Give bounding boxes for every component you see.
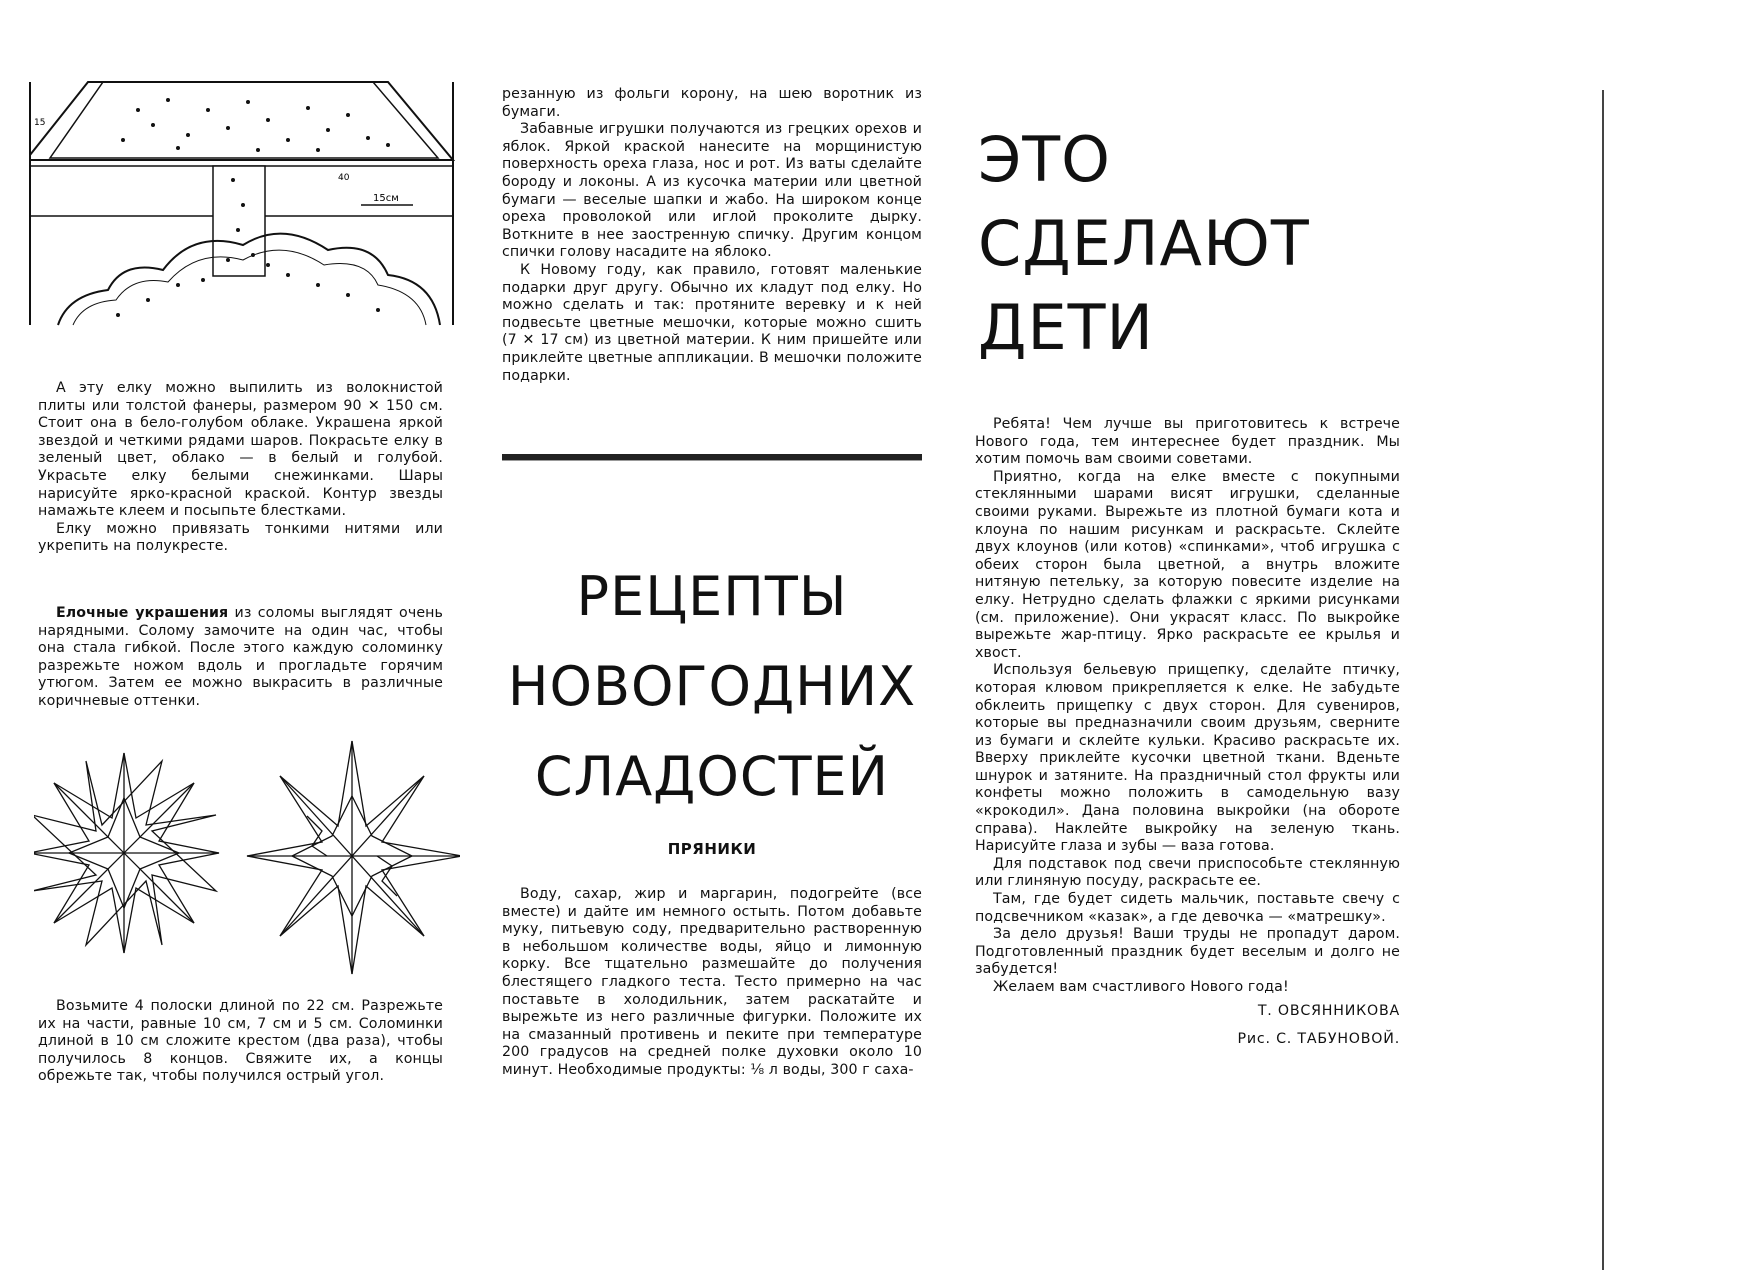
paragraph: За дело друзья! Ваши труды не пропадут даром. Подготовленный праздник будет веселым и долго не забудется! <box>975 926 1400 978</box>
paragraph: Желаем вам счастливого Нового года! <box>993 979 1289 995</box>
children-text <box>975 416 1400 1053</box>
width-label: 40 <box>338 173 350 183</box>
paragraph: Воду, сахар, жир и маргарин, подогрейте (все вместе) и дайте им немного остыть. Потом добавьте муку, питьевую соду, предварительно растворенную в небольшом количестве воды, яйцо и лимонную корку. Все тщательно размешайте до получения блестящего гладкого теста. Тесто примерно на час поставьте в холодильник, затем раскатайте и вырежьте из него различные фигурки. Положите их на смазанный противень и пеките при температуре 200 градусов на средней полке духовки около 10 минут. Необходимые продукты: ⅛ л воды, 300 г саха- <box>502 886 922 1078</box>
paragraph: Возьмите 4 полоски длиной по 22 см. Разрежьте их на части, равные 10 см, 7 см и 5 см. Соломинки длиной в 10 см сложите крестом (два раза), чтобы получилось 8 концов. Свяжите их, а концы обрежьте так, чтобы получился острый угол. <box>38 998 443 1085</box>
paragraph: А эту елку можно выпилить из волокнистой плиты или толстой фанеры, размером 90 ✕ 150 см. Стоит она в бело-голубом облаке. Украшена яркой звездой и четкими рядами шаров. Покрасьте елку в зеленый цвет, облако — в белый и голубой. Украсьте елку белыми снежинками. Шары нарисуйте ярко-красной краской. Контур звезды намажьте клеем и посыпьте блестками. <box>38 380 443 520</box>
straw-title: Елочные украшения <box>56 605 229 621</box>
scale-label: 15см <box>373 193 399 204</box>
paragraph: Забавные игрушки получаются из грецких орехов и яблок. Яркой краской нанесите на морщинистую поверхность ореха глаза, нос и рот. Из ваты сделайте бороду и локоны. А из кусочка материи или цветной бумаги — веселые шапки и жабо. На широком конце ореха проволокой или иглой проколите дырку. Воткните в нее заостренную спичку. Другим концом спички голову насадите на яблоко. <box>502 121 922 261</box>
gingerbread-subhead: ПРЯНИКИ <box>667 840 757 858</box>
paragraph: К Новому году, как правило, готовят маленькие подарки друг другу. Обычно их кладут под елку. Но можно сделать и так: протяните веревку и к ней подвесьте цветные мешочки, которые можно сшить (7 ✕ 17 см) из цветной материи. К ним пришейте или приклейте цветные аппликации. В мешочки положите подарки. <box>502 261 922 384</box>
illustrator-credit: Рис. С. ТАБУНОВОЙ. <box>1237 1030 1400 1047</box>
author-signature: Т. ОВСЯННИКОВА <box>1257 1002 1400 1019</box>
page-edge-line <box>1602 90 1604 1270</box>
straw-star-left <box>34 753 219 953</box>
headline-line: РЕЦЕПТЫ <box>576 565 848 628</box>
headline-line: СЛАДОСТЕЙ <box>534 745 890 808</box>
paragraph: Ребята! Чем лучше вы приготовитесь к встрече Нового года, тем интереснее будет праздник. Мы хотим помочь вам своими советами. <box>975 416 1400 468</box>
star-instructions <box>38 998 443 1086</box>
paragraph: Там, где будет сидеть мальчик, поставьте свечу с подсвечником «казак», а где девочка — «матрешку». <box>975 891 1400 925</box>
paragraph: Используя бельевую прищепку, сделайте птичку, которая клювом прикрепляется к елке. Не забудьте обклеить прищепку с двух сторон. Для сувениров, которые вы предназначили своим друзьям, сверните из бумаги и склейте кульки. Красиво раскрасьте их. Вверху приклейте кусочки цветной ткани. Вденьте шнурок и затяните. На праздничный стол фрукты или конфеты можно положить в самодельную вазу «крокодил». Дана половина выкройки (на обороте справа). Наклейте выкройку на зеленую ткань. Нарисуйте глаза и зубы — ваза готова. <box>975 662 1400 855</box>
headline-line: ДЕТИ <box>978 291 1154 364</box>
recipes-headline <box>502 552 922 822</box>
christmas-tree-diagram <box>28 80 458 330</box>
height-label: 15 <box>34 118 46 128</box>
headline-line: ЭТО <box>978 123 1111 196</box>
straw-stars-illustration <box>34 738 460 976</box>
section-divider <box>502 454 922 461</box>
toys-text <box>502 86 922 385</box>
straw-body: из соломы выглядят очень нарядными. Солому замочите на один час, чтобы она стала гибкой. После этого каждую соломинку разрежьте ножом вдоль и прогладьте горячим утюгом. Затем ее можно выкрасить в различные коричневые оттенки. <box>38 605 443 709</box>
paragraph: Елку можно привязать тонкими нитями или укрепить на полукресте. <box>38 520 443 555</box>
gingerbread-recipe <box>502 886 922 1080</box>
straw-star-right <box>247 741 460 974</box>
straw-decorations-text <box>38 605 443 711</box>
paragraph <box>38 605 443 711</box>
tree-description <box>38 380 443 556</box>
headline-line: СДЕЛАЮТ <box>978 207 1310 280</box>
headline-line: НОВОГОДНИХ <box>507 655 917 718</box>
paragraph: Приятно, когда на елке вместе с покупными стеклянными шарами висят игрушки, сделанные своими руками. Вырежьте из плотной бумаги кота и клоуна по нашим рисункам и раскрасьте. Склейте двух клоунов (или котов) «спинками», чтоб игрушка с обеих сторон была цветной, а внутрь вложите нитяную петельку, за которую повесите изделие на елку. Нетрудно сделать флажки с яркими рисунками (см. приложение). Они украсят класс. По выкройке вырежьте жар-птицу. Ярко раскрасьте ее крылья и хвост. <box>975 468 1400 661</box>
paragraph: Для подставок под свечи приспособьте стеклянную или глиняную посуду, раскрасьте ее. <box>975 855 1400 890</box>
children-headline <box>978 118 1438 370</box>
paragraph: резанную из фольги корону, на шею воротник из бумаги. <box>502 86 922 120</box>
